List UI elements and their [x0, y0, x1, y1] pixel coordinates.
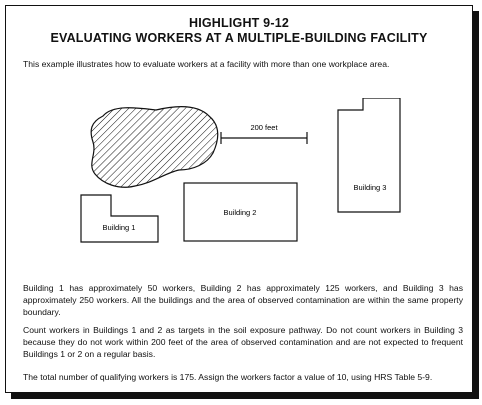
building-1 [81, 195, 158, 242]
highlight-title: EVALUATING WORKERS AT A MULTIPLE-BUILDING FACILITY [50, 31, 428, 45]
building-1-label: Building 1 [102, 223, 136, 232]
facility-diagram [61, 98, 431, 258]
building-3 [338, 98, 400, 212]
scale-bar [221, 123, 307, 144]
building-2-label: Building 2 [223, 208, 257, 217]
building-3-label: Building 3 [353, 183, 387, 192]
scale-label: 200 feet [250, 123, 278, 132]
highlight-number: HIGHLIGHT 9-12 [188, 16, 290, 30]
intro-text: This example illustrates how to evaluate workers at a facility with more than one workplace area. [23, 59, 390, 69]
box-shadow-right [473, 11, 479, 398]
contamination-area [91, 107, 218, 188]
box-shadow-bottom [11, 393, 479, 399]
paragraph-total: The total number of qualifying workers is 175. Assign the workers factor a value of 10, using HRS Table 5-9. [23, 372, 433, 382]
paragraph-counting-rule: Count workers in Buildings 1 and 2 as targets in the soil exposure pathway. Do not count workers in Building 3 because they do not work within 200 feet of the area of observed contamination and are not expected to frequent Buildings 1 or 2 on a regular basis. [23, 325, 463, 359]
paragraph-worker-counts: Building 1 has approximately 50 workers, Building 2 has approximately 125 workers, and Building 3 has approximately 250 workers. All the buildings and the area of observed contamination are within the same property boundary. [23, 283, 463, 317]
highlight-box [5, 5, 473, 393]
